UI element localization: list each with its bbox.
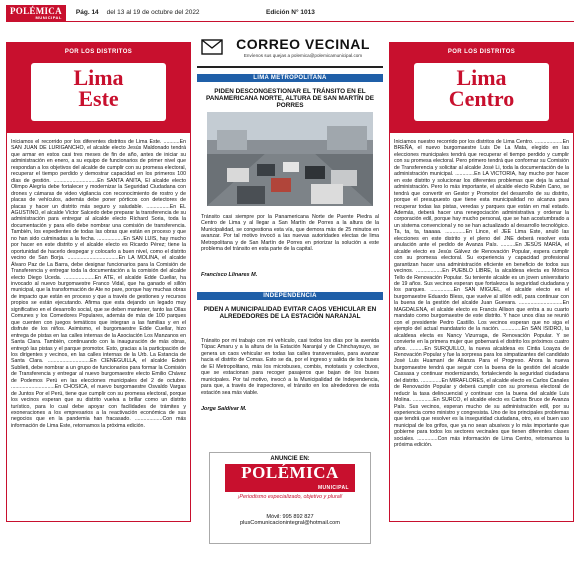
- section-lima-metropolitana: LIMA METROPOLITANA: [197, 74, 383, 82]
- traffic-photo: [207, 112, 373, 206]
- ad-phone: Móvil: 995 892 827: [266, 514, 314, 520]
- lima-centro-article: [394, 139, 569, 517]
- correo-vecinal-subtitle: Envíenos sus quejas a polemica@polemicamunicipal.com: [243, 52, 363, 58]
- byline-francisco: Francisco Llinares M.: [201, 272, 258, 278]
- article-panamericana-body: Tránsito casi siempre por la Panamericana Norte de Puente Piedra al Centro de Lima y al llegar a San Martín de Porres a la altura de la Municipalidad, se congestiona esta vía, que demora más de 25 minutos en avanzar. Por tal motivo invocó a las nuevas autoridades electas de lima Metropolitana y de San Martín de Porres en priorizar la solución a este problema del tránsito en esta parte de la capital.: [201, 214, 379, 253]
- lima-este-title-line1: Lima: [73, 65, 124, 90]
- issue-date: del 13 al 19 de octubre del 2022: [106, 9, 200, 16]
- headline-panamericana: PIDEN DESCONGESTIONAR EL TRÁNSITO EN EL PANAMERICANA NORTE, ALTURA DE SAN MARTÍN DE PORRES: [205, 88, 375, 109]
- page-number: Pág. 14: [75, 9, 99, 16]
- lima-este-column: [6, 42, 191, 522]
- lima-centro-column: [389, 42, 574, 522]
- lima-este-article: [11, 139, 186, 517]
- ad-logo: [225, 464, 355, 492]
- lima-centro-subtitle: POR LOS DISTRITOS: [447, 49, 516, 55]
- article-naranjal-body: Tránsito por mi trabajo con mi vehículo, casi todos los días por la avenida Túpac Amaru y a la altura de la Estación Naranjal y de Chinchaysuyo, se genera un caos vehicular en todas las calles transversales, para avanzar hacia el distrito de Comas. Esto se da, por el ingreso y salida de los buses de El Metropolitano, más los microbuses, combis, mototaxis y colectivos, que se estacionan para recoger pasajeros que bajan de los buses municipales. Por tal motivo, invocó a la Municipalidad de Independencia, para que, a través de inspectores, el tránsito en los alrededores de esta estación sea más viable.: [201, 338, 379, 396]
- page-header: [6, 6, 574, 19]
- correo-vecinal-header: [197, 28, 383, 68]
- headline-naranjal: PIDEN A MUNICIPALIDAD EVITAR CAOS VEHICULAR EN ALREDEDORES DE LA ESTACIÓN NARANJAL: [203, 306, 377, 320]
- byline-jorge: Jorge Saldívar M.: [201, 406, 247, 412]
- lima-este-subtitle: POR LOS DISTRITOS: [64, 49, 133, 55]
- lima-centro-title-card: [414, 63, 549, 121]
- lima-este-title-line2: Este: [78, 85, 119, 111]
- section-independencia: INDEPENDENCIA: [197, 292, 383, 300]
- correo-vecinal-column: [197, 28, 383, 548]
- brand-sub: MUNICIPAL: [35, 14, 62, 20]
- ad-email: plusComunicacionintegral@hotmail.com: [240, 520, 340, 526]
- advertisement-box: [209, 452, 371, 544]
- article-paragraph: Iniciamos nuestro recorrido por los distritos de Lima Centro. ...................En BREÑA, el nuevo burgomaestre Luis De La Mata, elegido en las elecciones municipales tendrá que recuperar el tiempo perdido y cumplir con su promesa electoral. Pero primero tendrá que conformar su Comisión de Transferencia y solicitar al alcalde José Li, toda la documentación de la administración municipal. .............En LA VICTORIA, hay mucho por hacer en este distrito y solucionar los diferentes problemas que deja la actual administración. Pero lo más importante, el alcalde electo Rubén Cano, se tendrá que convertir en Gestor y Promotor del desarrollo de su distrito, porque el presupuesto que tiene esta municipalidad no alcanza para recuperar todas las pistas, veredas y parques que están en mal estado. Además, deberá hacer una renegociación administrativa y ordenar la corporación edil, porque hay mucho personal, que se han acostumbrado a un sistema convencional y no se han actualizado al desarrollo tecnológico. Ta, ta, ta, taaaaa. ..............En Lince, el JEE Lima Este, anuló las elecciones en este distrito y el pleno del JNE deberá resolver esta anulación ante el pedido de Avanza País. ..........En JESÚS MARÍA, el alcalde electo es Jesús Gálvez de Renovación Popular, espera cumplir con su promesa electoral. Su experiencia y capacidad profesional garantizan hacer una administración eficiente en beneficio de todos sus vecinos. ..................En PUEBLO LIBRE, la alcaldesa electa es Mónica Tello de Renovación Popular. Su teniente alcalde es un joven universitario de 19 años. Sus vecinos esperan que fortalezca la seguridad ciudadana y los parques. ................En SAN MIGUEL, el alcalde electo es el burgomaestre Eduardo Bless, que vuelve al sillón edil, para continuar con la buena de la gestión del alcalde Juan Guevara. ..............................En MAGDALENA, el alcalde electo es Francis Allison que entra a su cuarto mandato como burgomaestre de este distrito. Y hace unos días se reunió con el presidente Pedro Castillo. Los vecinos esperan que no siga el ejemplo del actual mandatario de la nación. ..............En SAN ISIDRO, la alcaldesa electa es Nancy Vizurraga, de Renovación Popular. Y se convierte en la primera mujer que gobernará el distrito los próximos cuatro años. ..........En SURQUILLO, la nueva alcaldesa es Cintia Loayza de Renovación Popular y fue la sorpresa para los simpatizantes del candidato José Luis Huamaní de Alianza Para el Progreso. Ahora la nueva burgomaestre tendrá que seguir con la buena de la gestión del alcalde Cassasa y continuar modernizando, fortaleciendo la seguridad ciudadana del distrito. ..............En MIRAFLORES, el alcalde electo es Carlos Canales de Renovación Popular y deberá cumplir con su promesa electoral de reducir la tasa delincuencial y continuar con la buena del alcalde Luis Molina. ..............En SURCO, el alcalde electo es Carlos Bruce de Avanza País. Sus vecinos, esperan mucho de su administración edil, por su experiencia como ministro y congresista. Uno de los principales problemas que tendrá que resolver es la inseguridad ciudadana, otro, es el buen uso municipal de los grifos, que ya no sean abusivos y lo más importante que gobierne para todos los sectores vecinales que tienen diferentes clases sociales. ..............Con más información de Lima Centro, retornamos la próxima edición.: [394, 139, 569, 449]
- ad-logo-name: POLÉMICA: [241, 463, 339, 482]
- article-paragraph: Iniciamos el recorrido por los diferentes distritos de Lima Este. ...........En SAN JUAN DE LURIGANCHO, el alcalde electo Jesús Maldonado tendrá que armar en estos casi tres meses de fin de año, antes de iniciar su administración en enero, a su equipo de funcionarios de primer nivel que respondan a los objetivos del alcalde de cumplir con su promesa electoral, recuperar el tiempo perdido y demostrar capacidad en los primeros 100 días de gestión. ..............................En SANTA ANITA, El alcalde electo Olimpo Alegría debe fortalecer y modernizar la Seguridad Ciudadana con drones y cámaras de video vigilancia con reconocimiento de rostro y de placas de vehículos, además debe poner pórticos con detectores de placas y hacer un distrito más seguro y saludable. ................En EL AGUSTINO, el alcalde Víctor Salcedo debe preparar la transferencia de su administración para entregar al alcalde electo Richard Soria, toda la documentación y para ello debe nombrar una comisión de transferencia. También, los expedientes de todas las obras que están en proceso y que no han sido culminadas a la fecha. ..................En SAN LUIS, hay mucho por hacer en este distrito y el alcalde electo es Ricardo Pérez; tiene la oportunidad de hacerlo despegar y colocarlo a buen nivel, como el distrito vecino de San Borja. ...................................En LA MOLINA, el alcalde Álvaro Paz de La Barra, debe designar funcionarios para la Comisión de Transferencia y entregar toda la documentación a la comisión del alcalde electo Diego Uceda. .....................En ATE, el alcalde Edde Cuellar, ha invocado al nuevo burgomaestre Franco Vidal, que ha ganado el sillón municipal, que la transformación de Ate no pare, porque hay muchas obras de impacto que están en proceso y que a través de gestiones y recursos propios se están ejecutando. Afirma que esta dejando un legado muy significativo en el desarrollo social, que se deben mantener, tanto las Ollas Comunes y los Comedores Populares, además de más de 100 parques que cuenten con juegos temáticos que integran a las familias y en el disfrute de los niños. Asimismo, el burgomaestre Edde Cuellar, hizo entrega de pistas en las calles internas de la Asociación Los Manzanos en Santa Clara. También, continuando con la inauguración de más obras, entregó las pistas y el parque promotor. Esto, gracias a la participación de los dirigentes y vecinos, en las calles internas de la Urb. La Estancia de Santa Clara. .............................En CIENEGUILLA, el alcalde Edwin Sublieti, debe nombrar a un grupo de funcionarios para formar la Comisión de Transferencia y entregar al nuevo burgomaestre electo Emilio Chávez de Podemos Perú en las elecciones municipales del 2 de octubre. ..............................En CHOSICA, el nuevo burgomaestre Osvaldo Vargas de Juntos Por el Perú, tiene que cumplir con su promesa electoral, porque los vecinos esperan que su distrito vuelva a brillar como un distrito turístico, para lo cual debe apoyar con facilidades de trámites y exoneraciones a los empresarios a la reactivación económica de sus negocios que en la pandemia han fracasado. ...................Con más información de Lima Este, retornamos la próxima edición.: [11, 139, 186, 429]
- lima-centro-header: [390, 43, 573, 133]
- lima-centro-title-line1: Lima: [456, 65, 507, 90]
- brand-name: POLÉMICA: [10, 5, 62, 16]
- brand-logo: [6, 5, 66, 21]
- ad-logo-sub: MUNICIPAL: [317, 485, 349, 491]
- envelope-icon: [201, 36, 223, 58]
- lima-centro-title-line2: Centro: [448, 85, 515, 111]
- lima-este-title-card: [31, 63, 166, 121]
- header-rule: [6, 21, 574, 22]
- correo-vecinal-title: CORREO VECINAL: [236, 35, 370, 52]
- edition-number: Edición N° 1013: [266, 9, 315, 16]
- ad-slogan: ¡Periodismo especializado, objetivo y plural!: [237, 494, 343, 500]
- ad-heading: ANUNCIE EN:: [270, 456, 310, 462]
- lima-este-header: [7, 43, 190, 133]
